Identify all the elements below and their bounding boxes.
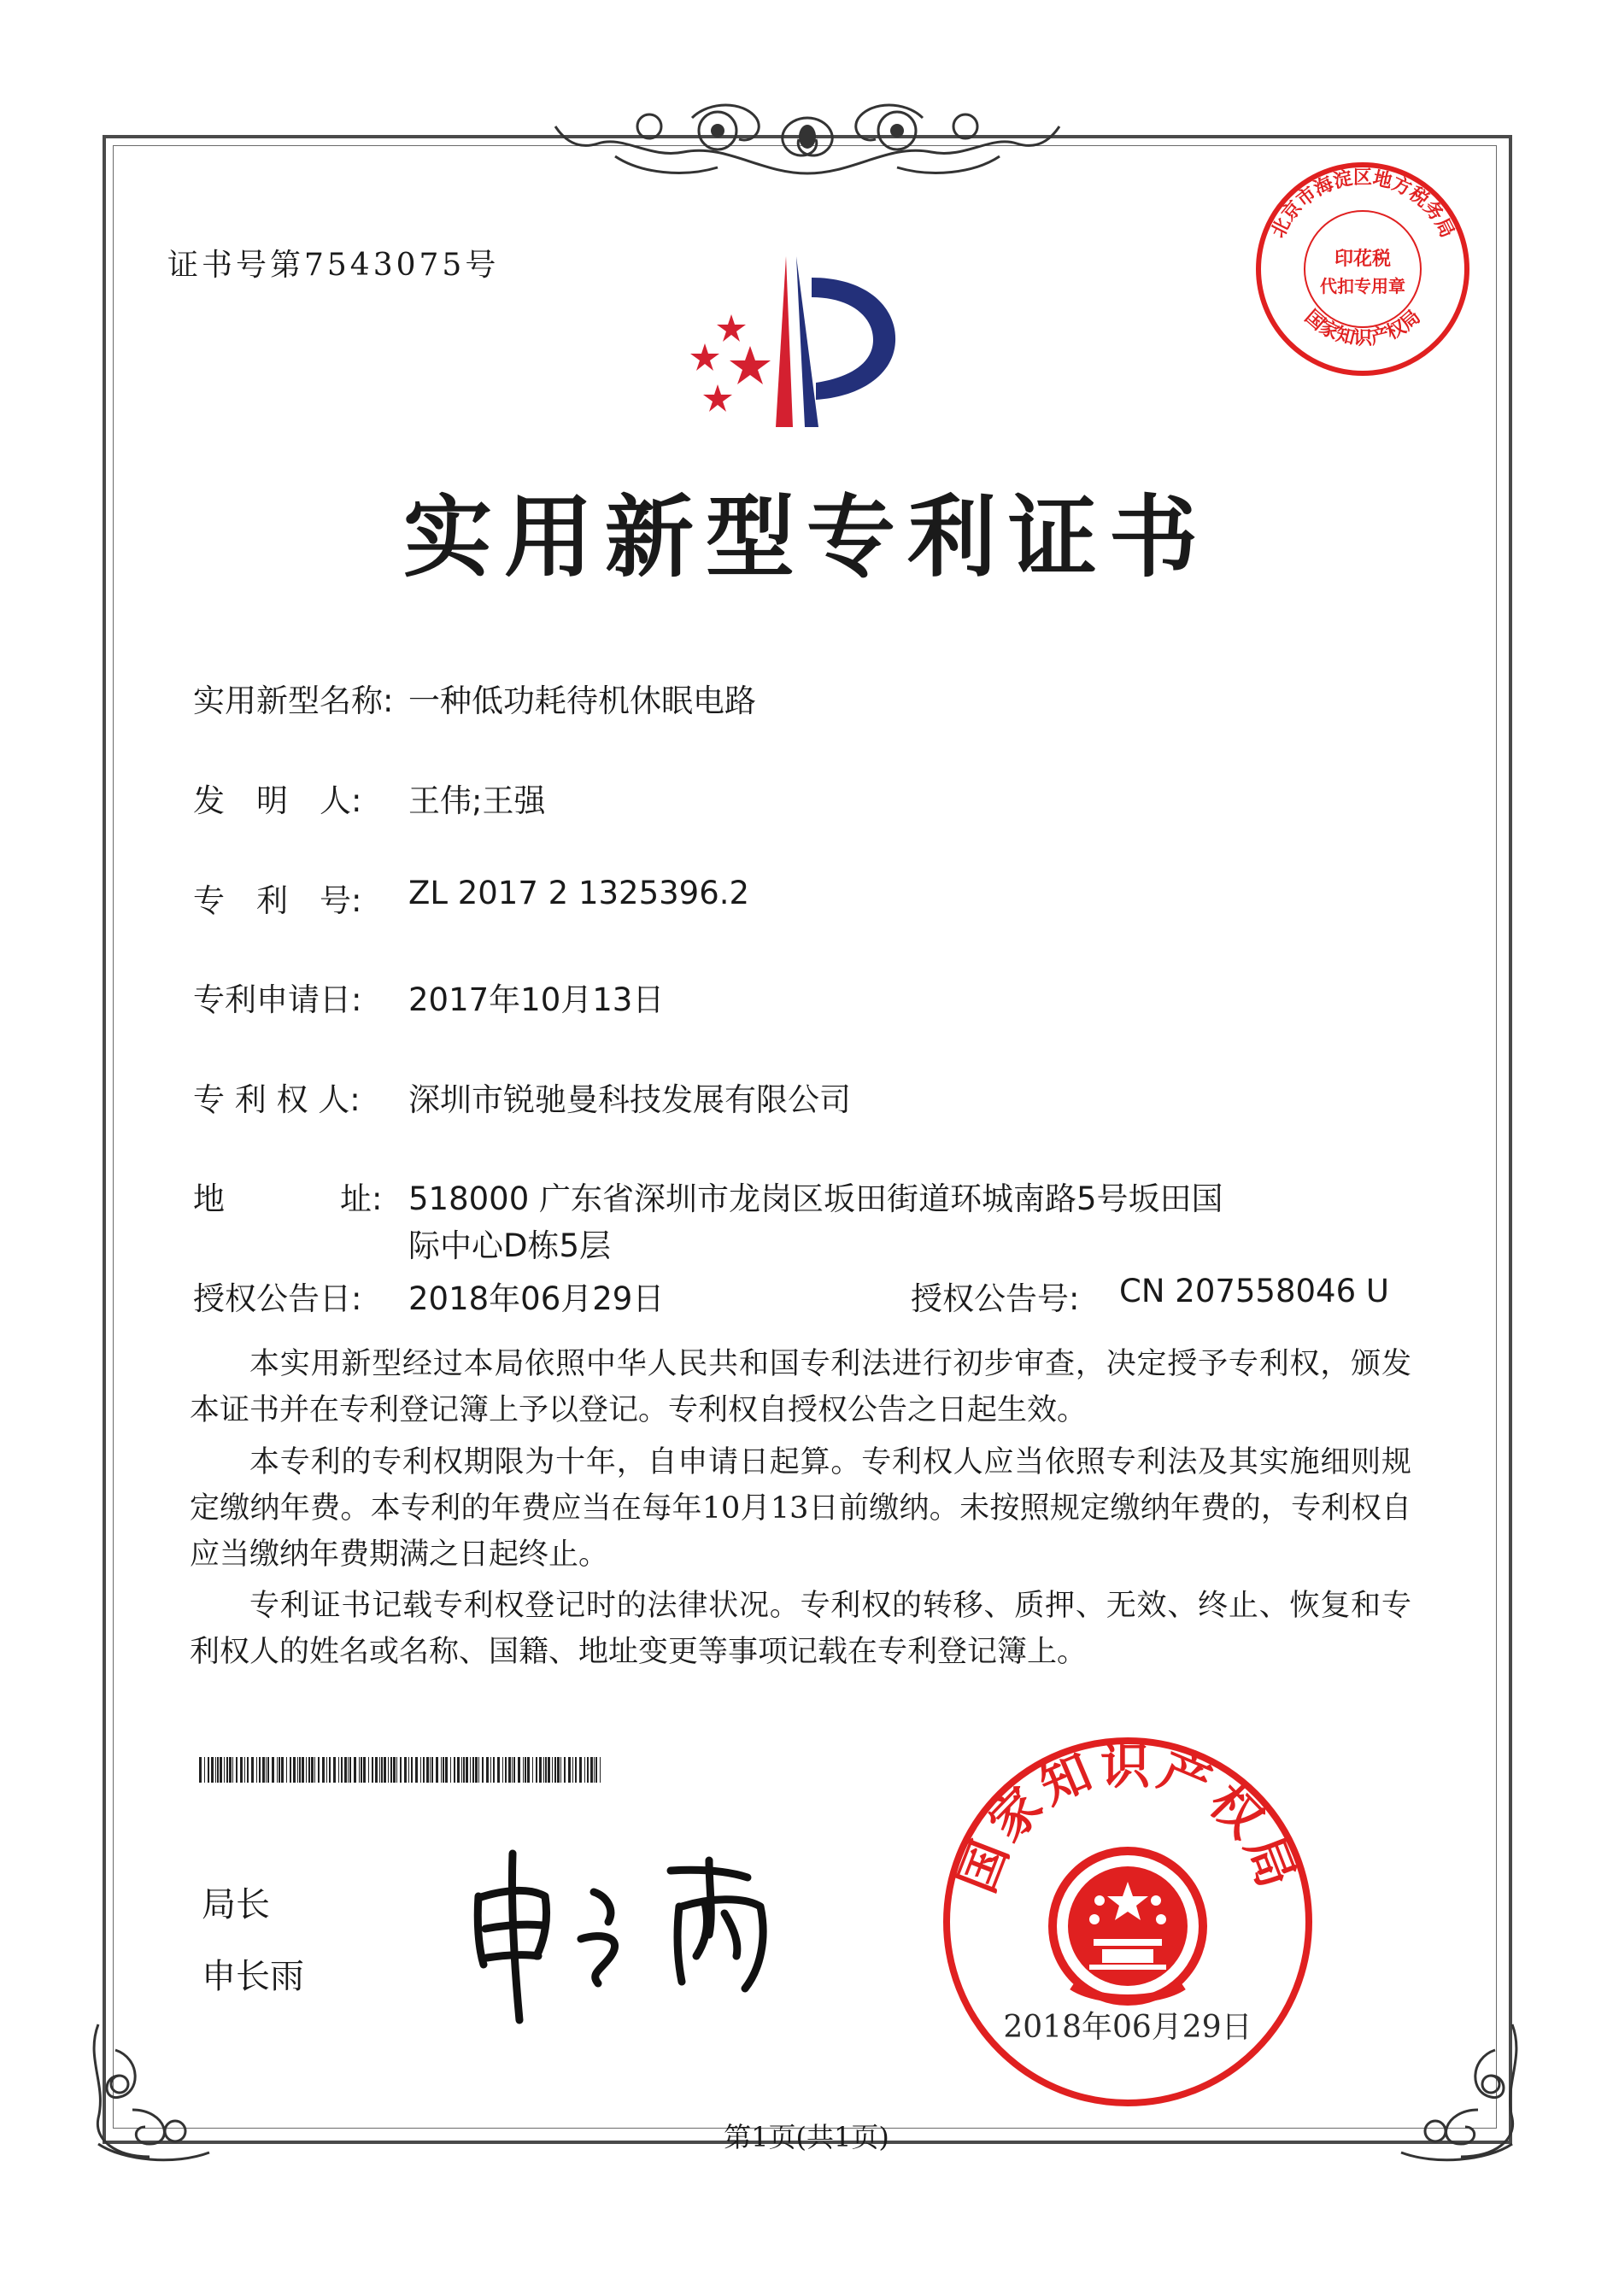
patentee-value: 深圳市锐驰曼科技发展有限公司 [408, 1081, 851, 1118]
announcement-date-label: 授权公告日: [193, 1280, 362, 1317]
paragraph-legal-status: 专利证书记载专利权登记时的法律状况。专利权的转移、质押、无效、终止、恢复和专利权人的姓名或名称、国籍、地址变更等事项记载在专利登记簿上。 [190, 1589, 1411, 1669]
national-emblem-icon [1053, 1851, 1203, 2001]
svg-text:北京市海淀区地方税务局 [1267, 167, 1458, 241]
official-seal-text: 国家知识产权局 [947, 1737, 1309, 1901]
tax-stamp-center-1: 印花税 [1334, 248, 1392, 270]
tax-stamp-center-2: 代扣专用章 [1320, 276, 1405, 296]
barcode [199, 1757, 601, 1783]
application-date-label: 专利申请日: [193, 981, 362, 1018]
patent-office-logo [675, 248, 923, 444]
address-line-1: 518000 广东省深圳市龙岗区坂田街道环城南路5号坂田国 [408, 1180, 1223, 1217]
utility-model-name-value: 一种低功耗待机休眠电路 [408, 682, 756, 719]
certificate-number: 证书号第7543075号 [167, 248, 500, 283]
svg-text:国家知识产权局 [1300, 306, 1425, 349]
tax-stamp [1247, 154, 1478, 384]
patent-number-value: ZL 2017 2 1325396.2 [408, 875, 750, 911]
inventor-value: 王伟;王强 [408, 782, 546, 819]
certificate-title: 实用新型专利证书 [402, 484, 1210, 589]
tax-stamp-bottom-text: 国家知识产权局 [1300, 305, 1425, 349]
announcement-number-value: CN 207558046 U [1119, 1273, 1389, 1309]
announcement-date-value: 2018年06月29日 [408, 1280, 665, 1317]
tax-stamp-outer-text: 北京市海淀区地方税务局 [1266, 166, 1459, 242]
top-ornament [547, 92, 1068, 186]
announcement-number-label: 授权公告号: [911, 1280, 1080, 1317]
page-indicator: 第1页(共1页) [724, 2121, 889, 2153]
address-line-2: 际中心D栋5层 [408, 1227, 612, 1264]
patentee-label: 专 利 权 人: [193, 1081, 361, 1118]
address-label-tail: 址: [340, 1180, 383, 1217]
utility-model-name-label: 实用新型名称: [193, 682, 394, 719]
patent-number-label: 专 利 号: [193, 882, 362, 919]
director-name: 申长雨 [202, 1957, 304, 1996]
inventor-label: 发 明 人: [193, 782, 362, 819]
paragraph-examination: 本实用新型经过本局依照中华人民共和国专利法进行初步审查，决定授予专利权，颁发本证书并在专利登记簿上予以登记。专利权自授权公告之日起生效。 [190, 1347, 1411, 1427]
director-title: 局长 [202, 1885, 270, 1924]
paragraph-term: 本专利的专利权期限为十年，自申请日起算。专利权人应当依照专利法及其实施细则规定缴纳年费。本专利的年费应当在每年10月13日前缴纳。未按照规定缴纳年费的，专利权自应当缴纳年费期满之日起终止。 [190, 1445, 1411, 1572]
address-label-char: 地 [193, 1180, 225, 1217]
application-date-value: 2017年10月13日 [408, 981, 665, 1018]
director-signature [453, 1836, 820, 2033]
official-seal-date: 2018年06月29日 [1003, 2010, 1252, 2045]
official-seal [936, 1730, 1320, 2114]
